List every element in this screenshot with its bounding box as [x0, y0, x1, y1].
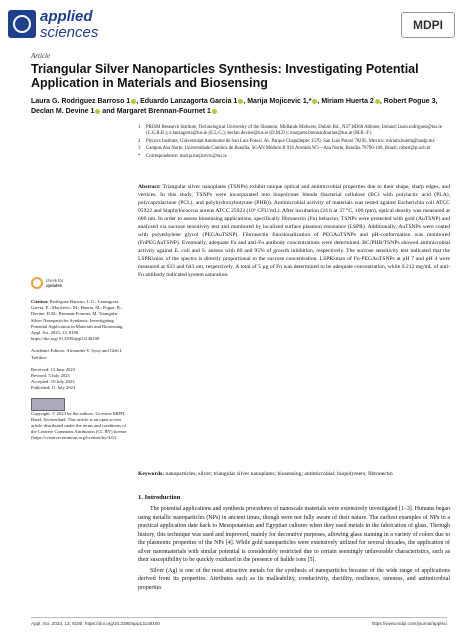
author-list: Laura G. Rodriguez Barroso 1 , Eduardo Lanzagorta Garcia 1 , Marija Mojicevic 1,* , Miriam Huerta 2 , Robert Pogue 3, Declan M. Devine 1 and Margaret Brennan-Fournet 1 [31, 98, 438, 115]
article-info-sidebar [31, 275, 127, 448]
affiliation: 1 PRISM Research Institute, Technological University of the Shannon: Midlands Midwest, Dublin Rd., N37 HD68 Athlone, Ireland; laura.rodriguez@tus.ie (L.G.R.B.); e.lanzagorta@tus.ie (E.L.G.); declan.devine@tus.ie (D.M.D.); margaret.brennanfournet@tus.ie (M.B.-F.) [138, 125, 442, 137]
copyright: Copyright: © 2023 by the authors. Licensee MDPI, Basel, Switzerland. This article is an open access article distributed under the terms and conditions of the Creative Commons Attribution (CC BY) license (https://creativecommons.org/licenses/by/4.0/). [31, 398, 127, 442]
paragraph: Silver (Ag) is one of the most attractive metals for the synthesis of nanoparticles because of the wide range of applications derived from its properties. Attributes such as its malleability, conductivity, ductility, resilience, rareness, and antimicrobial properties [138, 567, 450, 591]
article-title: Triangular Silver Nanoparticles Synthesis: Investigating Potential Application in Materials and Biosensing [31, 62, 419, 90]
paragraph: The potential applications and synthesis procedures of nanoscale materials were extensively investigated [1–3]. Humans began using metallic nanoparticles (NPs) in ancient times, though were not fully aware of their nature. The earliest examples of NPs in a practical application date back to Mesopotamian and Egyptian cultures when they used metals in the fabrication of glass. Through history, this technique was used and improved, mainly for decorative purposes, allowing glass staining in a variety of colors due to the plasmonic properties of the NPs [4]. While gold nanoparticles were extensively utilized for several decades, the application of silver nanomaterials with similar potential is considerably restricted due to certain seemingly unfavorable characteristics, such as their susceptibility to be quickly oxidized in the presence of halide ions [5]. [138, 506, 450, 563]
orcid-icon[interactable] [312, 99, 317, 104]
dates: Received: 13 June 2023 Revised: 3 July 2023 Accepted: 10 July 2023 Published: 11 July 2023 [31, 366, 76, 391]
citation: Citation: Rodriguez Barroso, L.G.; Lanzagorta Garcia, E.; Mojicevic, M.; Huerta, M.; Pogue, R.; Devine, D.M.; Brennan-Fournet, M. Triangular Silver Nanoparticles Synthesis: Investigating Potential Application in Materials and Biosensing. Appl. Sci. 2023, 13, 8100. https://doi.org/10.3390/app13148100 [31, 299, 124, 342]
author[interactable]: Marija Mojicevic 1,* [247, 98, 312, 105]
cc-by-license-icon[interactable] [31, 398, 65, 411]
footer-divider [31, 617, 447, 618]
footer-journal-link[interactable]: https://www.mdpi.com/journal/applsci [371, 621, 447, 626]
keywords-text: nanoparticles; silver; triangular silver nanoplates; biosensing; antimicrobial; biopolymers; fibronectin [165, 471, 393, 477]
author[interactable]: Laura G. Rodriguez Barroso 1 [31, 98, 131, 105]
affiliation: 3 Campus Asa Norte, Universidade Católica de Brasília, SGAN Módulo B 916 Avenida W5—Asa Norte, Brasília 70790-160, Brazil; robert@p.ucb.br [138, 146, 431, 152]
abstract-text: Triangular silver nanoplates (TSNPs) exhibit unique optical and antimicrobial properties due to their shape, sharp edges, and vertices. In this study, TSNPs were incorporated into biopolymer blends (bacterial cellulose (BC) with polylactic acid (PLA), polycaprolactone (PCL), and polyhydroxybutyrate (PHB)). Antimicrobial activity of materials was tested against Escherichia coli ATCC 95922 and Staphylococcus aureus ATCC 25923 (10⁶ CFU/mL). After incubation (24 h at 37 °C, 100 rpm), optical density was measured at 600 nm. In order to assess biosensing applications, specifically fibronectin (Fn) behavior, TSNPs were protected with gold (AuTSNP) and analyzed via sucrose sensitivity test and monitored by localized surface plasmon resonance (LSPR). Additionally, AuTSNPs were coated with polyethylene glycol (PEGAuTSNP). Fibronectin functionalization of PEGAuTSNPs and pH-conformation was monitored (FnPEGAuTSNP). Eventually, adequate Fn and anti-Fn antibody concentrations were determined. BC/PHB/TSNPs showed antimicrobial activity against E. coli and S. aureus with 80 and 95% of growth inhibition, respectively. The sucrose sensitivity test indicated that the LSPRλmax of the spectra is directly proportional to the sucrose concentration. LSPRλmax of Fn-PEGAuTSNPs at pH 7 and pH 4 were measured at 633 and 643 nm, respectively. A total of 5 µg of Fn was determined to be adequate concentration, while 0.212 mg/mL of anti-Fn antibody indicated system saturation. [138, 184, 450, 278]
academic-editors: Academic Editors: Alexander V. Syuy and Gleb I. Tselikov [31, 348, 123, 360]
orcid-icon[interactable] [212, 109, 217, 114]
orcid-icon[interactable] [375, 99, 380, 104]
affiliation: * Correspondence: marija.mojicevic@tus.ie [138, 153, 227, 159]
body-text [138, 505, 450, 594]
author[interactable]: and Margaret Brennan-Fournet 1 [102, 108, 211, 115]
keywords [138, 470, 450, 478]
journal-logo [8, 6, 128, 42]
section-heading: 1. Introduction [138, 494, 181, 501]
author[interactable]: Eduardo Lanzagorta Garcia 1 [140, 98, 238, 105]
author[interactable]: Declan M. Devine 1 [31, 108, 95, 115]
check-for-updates-button[interactable]: check for updates [31, 275, 71, 293]
journal-name-line1: applied [40, 8, 93, 25]
affiliation: 2 Physics Institute, Universidad Autónoma de San Luis Potosí, Av. Parque Chapultepec 1570, San Luis Potosí 78295, Mexico; miriam.huerta@uaslp.mx [138, 138, 435, 144]
orcid-icon[interactable] [238, 99, 243, 104]
abstract [138, 183, 450, 279]
article-type: Article [31, 52, 51, 60]
affiliations [138, 125, 448, 161]
author[interactable]: Robert Pogue 3 [383, 98, 436, 105]
orcid-icon[interactable] [131, 99, 136, 104]
update-check-icon [31, 277, 43, 289]
orcid-icon[interactable] [95, 109, 100, 114]
journal-badge-icon [8, 10, 36, 38]
author[interactable]: Miriam Huerta 2 [321, 98, 374, 105]
journal-name-line2: sciences [40, 24, 99, 41]
abstract-label: Abstract: [138, 184, 161, 190]
publisher-logo: MDPI [401, 12, 455, 38]
keywords-label: Keywords: [138, 471, 165, 477]
footer-citation[interactable]: Appl. Sci. 2023, 13, 8100. https://doi.org/10.3390/app13148100 [31, 621, 160, 626]
